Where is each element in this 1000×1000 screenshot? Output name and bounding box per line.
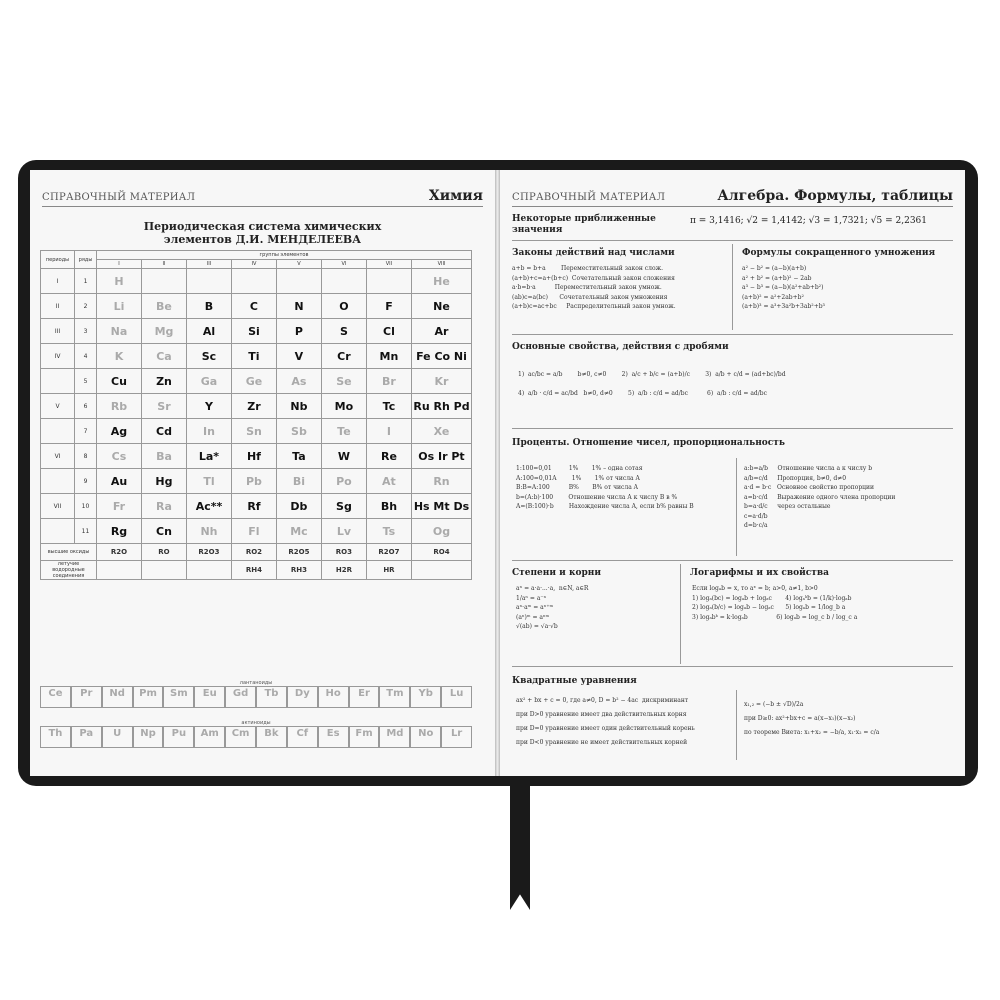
approx-values: π = 3,1416; √2 = 1,4142; √3 = 1,7321; √5 = 2,2361 [690,216,927,226]
laws-section-title: Законы действий над числами [512,248,675,258]
short-mult-text: a² − b² = (a−b)(a+b) a² + b² = (a+b)² − 2ab a³ − b³ = (a−b)(a²+ab+b²) (a+b)² = a²+2ab+b² (a+b)³ = a³+3a²b+3ab²+b³ [742,265,825,310]
table-row [41,344,472,369]
right-header-label: СПРАВОЧНЫЙ МАТЕРИАЛ [512,192,666,203]
group-number: VII [366,260,411,269]
element-cell: Ti [231,344,276,369]
hydrogen-formula [97,561,142,580]
element-cell: Mn [366,344,411,369]
element-cell: O [321,294,366,319]
divider [736,458,737,556]
element-cell: Si [231,319,276,344]
element-cell: He [411,269,471,294]
element-cell: Te [321,419,366,444]
element-cell: Hf [231,444,276,469]
series-element-cell: Eu [194,686,225,708]
element-cell: Ag [97,419,142,444]
element-cell [276,269,321,294]
element-cell: Ge [231,369,276,394]
row-label: 11 [75,519,97,544]
series-element-cell: Tb [256,686,287,708]
element-cell: Cs [97,444,142,469]
group-number: III [186,260,231,269]
element-cell: Br [366,369,411,394]
row-label: 5 [75,369,97,394]
element-cell: In [186,419,231,444]
short-mult-section-title: Формулы сокращенного умножения [742,248,936,258]
element-cell: Nh [186,519,231,544]
fractions-text: 1) ac/bc = a/b b≠0, c≠0 2) a/c + b/c = (a+b)/c 3) a/b + c/d = (ad+bc)/bd 4) a/b · c/d = ac/bd b≠0, d≠0 5) a/b : c/d = ad/bc 6) a/b : c/d = ad/bc [518,371,786,397]
lanthanides-series [40,680,472,708]
hydrogen-compounds-row [41,561,472,580]
element-cell: Fl [231,519,276,544]
periodic-title-line2: элементов Д.И. МЕНДЕЛЕЕВА [163,233,362,246]
period-label: IV [41,344,75,369]
element-cell: Hg [141,469,186,494]
divider [680,564,681,664]
bookmark-ribbon[interactable] [510,780,530,910]
right-page-header [512,184,953,207]
element-cell: Pb [231,469,276,494]
series-element-cell: Lu [441,686,472,708]
oxide-formula: RO4 [411,544,471,561]
element-cell: Hs Mt Ds [411,494,471,519]
table-row [41,294,472,319]
period-label: VI [41,444,75,469]
group-number: II [141,260,186,269]
element-cell: Tl [186,469,231,494]
element-cell: Ca [141,344,186,369]
row-label: 8 [75,444,97,469]
group-number: V [276,260,321,269]
lanthanides-caption: лантаноиды [239,680,273,686]
element-cell: Cl [366,319,411,344]
divider [512,240,953,241]
element-cell: Bi [276,469,321,494]
element-cell: Ra [141,494,186,519]
series-element-cell: Cm [225,726,256,748]
element-cell: Ga [186,369,231,394]
series-element-cell: Bk [256,726,287,748]
period-label: V [41,394,75,419]
element-cell: Bh [366,494,411,519]
group-numbers-row [41,260,472,269]
element-cell: Sc [186,344,231,369]
element-cell: F [366,294,411,319]
element-cell: Sr [141,394,186,419]
period-label: III [41,319,75,344]
quadratic-text: ax² + bx + c = 0, где a≠0, D = b² − 4ac дискриминант при D>0 уравнение имеет два действительных корня при D=0 уравнение имеет один действительный корень при D<0 уравнение не имеет действительных корней [516,697,695,746]
powers-section-title: Степени и корни [512,568,602,578]
actinides-series [40,720,472,748]
hydrogen-formula: RH3 [276,561,321,580]
series-element-cell: Pm [133,686,164,708]
actinides-row [40,726,472,748]
element-cell [231,269,276,294]
oxide-formula: R2O [97,544,142,561]
powers-text: aⁿ = a·a·...·a, n∈N, a∈R 1/aⁿ = a⁻ⁿ aⁿ·aᵐ = aⁿ⁺ᵐ (aⁿ)ᵐ = aⁿᵐ √(ab) = √a·√b [516,585,589,630]
element-cell: W [321,444,366,469]
oxide-formula: RO3 [321,544,366,561]
percent-text: 1:100=0,01 1% 1% – одна сотая A:100=0,01A 1% 1% от числа A B:B=A:100 B% B% от числа A b=(A:b)·100 Отношение числа A к числу B в % A=(B:100)·b Нахождение числа A, если b% равны B [516,465,694,510]
element-cell: Mc [276,519,321,544]
group-number: IV [231,260,276,269]
element-cell: Ar [411,319,471,344]
quadratic-right-text: x₁,₂ = (−b ± √D)/2a при D≥0: ax²+bx+c = a(x−x₁)(x−x₂) по теореме Виета: x₁+x₂ = −b/a, x₁·x₂ = c/a [744,701,880,736]
series-element-cell: Es [318,726,349,748]
series-element-cell: Th [40,726,71,748]
table-row [41,269,472,294]
element-cell: P [276,319,321,344]
element-cell: Sn [231,419,276,444]
series-element-cell: Fm [349,726,380,748]
divider [732,244,733,330]
element-cell: C [231,294,276,319]
element-cell: V [276,344,321,369]
series-element-cell: Yb [410,686,441,708]
element-cell [141,269,186,294]
divider [736,690,737,760]
element-cell: Ts [366,519,411,544]
series-element-cell: Pu [163,726,194,748]
element-cell: Ac** [186,494,231,519]
periodic-title-line1: Периодическая система химических [143,220,382,233]
series-element-cell: Am [194,726,225,748]
fractions-section-title: Основные свойства, действия с дробями [512,342,729,352]
hydrogen-formula: HR [366,561,411,580]
series-element-cell: Ho [318,686,349,708]
element-cell: H [97,269,142,294]
element-cell: B [186,294,231,319]
table-row [41,369,472,394]
percent-section-title: Проценты. Отношение чисел, пропорциональность [512,438,785,448]
series-element-cell: Np [133,726,164,748]
periodic-table-title [30,220,495,246]
element-cell: Fr [97,494,142,519]
actinides-caption: актиноиды [241,720,271,726]
series-element-cell: Cf [287,726,318,748]
element-cell: Nb [276,394,321,419]
series-element-cell: Dy [287,686,318,708]
period-label: I [41,269,75,294]
element-cell: Zr [231,394,276,419]
table-row [41,419,472,444]
element-cell: As [276,369,321,394]
table-row [41,394,472,419]
element-cell: S [321,319,366,344]
element-cell: Rf [231,494,276,519]
lanthanides-row [40,686,472,708]
table-row [41,494,472,519]
series-element-cell: Lr [441,726,472,748]
element-cell: Rn [411,469,471,494]
group-number: VI [321,260,366,269]
row-label: 9 [75,469,97,494]
left-header-label: СПРАВОЧНЫЙ МАТЕРИАЛ [42,192,196,203]
element-cell [366,269,411,294]
table-row [41,519,472,544]
left-page-header [42,184,483,207]
element-cell: I [366,419,411,444]
row-label: 3 [75,319,97,344]
table-row [41,469,472,494]
series-element-cell: Er [349,686,380,708]
logs-text: Если logₐb = x, то aˣ = b; a>0, a≠1, b>0 1) logₐ(bc) = logₐb + logₐc 4) logₐᵏb = (1/k)·logₐb 2) logₐ(b/c) = logₐb − logₐc 5) logₐb = 1/log_b a 3) logₐbᵏ = k·logₐb 6) logₐb = log_c b / log_c a [692,585,858,621]
element-cell: Cu [97,369,142,394]
element-cell: Ne [411,294,471,319]
proportion-text: a:b=a/b Отношение числа a к числу b a/b=c/d Пропорция, b≠0, d≠0 a·d = b·c Основное свойство пропорции a=b·c/d Выражение одного члена пропорции b=a·d/c через остальные c=a·d/b d=b·c/a [744,465,896,529]
periods-header: периоды [41,251,75,269]
approx-section-title: Некоторые приближенные значения [512,214,656,235]
element-cell: Rg [97,519,142,544]
element-cell: Ba [141,444,186,469]
period-label [41,369,75,394]
element-cell: Sb [276,419,321,444]
element-cell: Li [97,294,142,319]
element-cell: Na [97,319,142,344]
hydrogen-formula: H2R [321,561,366,580]
element-cell: Au [97,469,142,494]
element-cell: La* [186,444,231,469]
element-cell: Cr [321,344,366,369]
divider [512,560,953,561]
groups-header: группы элементов [97,251,472,260]
element-cell: At [366,469,411,494]
logs-section-title: Логарифмы и их свойства [690,568,829,578]
element-cell: Mo [321,394,366,419]
period-label [41,469,75,494]
element-cell: Cn [141,519,186,544]
element-cell: K [97,344,142,369]
element-cell: Db [276,494,321,519]
series-element-cell: Gd [225,686,256,708]
element-cell: N [276,294,321,319]
hydrogen-formula: RH4 [231,561,276,580]
hydrogen-formula [411,561,471,580]
row-label: 4 [75,344,97,369]
periodic-table-grid [40,250,472,580]
row-label: 1 [75,269,97,294]
element-cell: Al [186,319,231,344]
oxide-formula: RO2 [231,544,276,561]
hydrogen-label: летучие водородные соединения [41,561,97,580]
series-element-cell: Ce [40,686,71,708]
group-number: I [97,260,142,269]
table-row [41,444,472,469]
row-label: 10 [75,494,97,519]
element-cell: Re [366,444,411,469]
hydrogen-formula [186,561,231,580]
divider [512,428,953,429]
oxide-formula: RO [141,544,186,561]
element-cell: Sg [321,494,366,519]
element-cell: Y [186,394,231,419]
period-label: VII [41,494,75,519]
left-page [30,170,495,776]
laws-text: a+b = b+a Переместительный закон слож. (a+b)+c=a+(b+c) Сочетательный закон сложения a·b=b·a Переместительный закон умнож. (ab)c=a(bc) Сочетательный закон умножения (a+b)c=ac+bc Распределительный закон умнож. [512,265,676,310]
element-cell: Zn [141,369,186,394]
series-element-cell: Nd [102,686,133,708]
period-label [41,419,75,444]
element-cell: Og [411,519,471,544]
element-cell: Os Ir Pt [411,444,471,469]
divider [512,666,953,667]
element-cell: Fe Co Ni [411,344,471,369]
series-element-cell: No [410,726,441,748]
left-header-subject: Химия [428,188,483,204]
series-element-cell: Pr [71,686,102,708]
element-cell: Xe [411,419,471,444]
right-page [500,170,965,776]
divider [512,334,953,335]
element-cell: Tc [366,394,411,419]
element-cell [321,269,366,294]
series-element-cell: Sm [163,686,194,708]
series-element-cell: Tm [379,686,410,708]
element-cell: Be [141,294,186,319]
oxide-formula: R2O5 [276,544,321,561]
element-cell: Se [321,369,366,394]
oxide-formula: R2O7 [366,544,411,561]
row-label: 6 [75,394,97,419]
higher-oxides-label: высшие оксиды [41,544,97,561]
row-label: 2 [75,294,97,319]
element-cell: Po [321,469,366,494]
row-label: 7 [75,419,97,444]
period-label [41,519,75,544]
oxide-formula: R2O3 [186,544,231,561]
rows-header: ряды [75,251,97,269]
group-number: VIII [411,260,471,269]
element-cell: Ru Rh Pd [411,394,471,419]
element-cell: Rb [97,394,142,419]
series-element-cell: Md [379,726,410,748]
element-cell: Mg [141,319,186,344]
table-row [41,319,472,344]
period-label: II [41,294,75,319]
periodic-table [40,250,472,580]
element-cell: Cd [141,419,186,444]
element-cell [186,269,231,294]
right-header-subject: Алгебра. Формулы, таблицы [717,188,953,204]
table-header-row [41,251,472,260]
higher-oxides-row [41,544,472,561]
element-cell: Kr [411,369,471,394]
element-cell: Lv [321,519,366,544]
element-cell: Ta [276,444,321,469]
series-element-cell: Pa [71,726,102,748]
quadratic-section-title: Квадратные уравнения [512,676,637,686]
hydrogen-formula [141,561,186,580]
series-element-cell: U [102,726,133,748]
